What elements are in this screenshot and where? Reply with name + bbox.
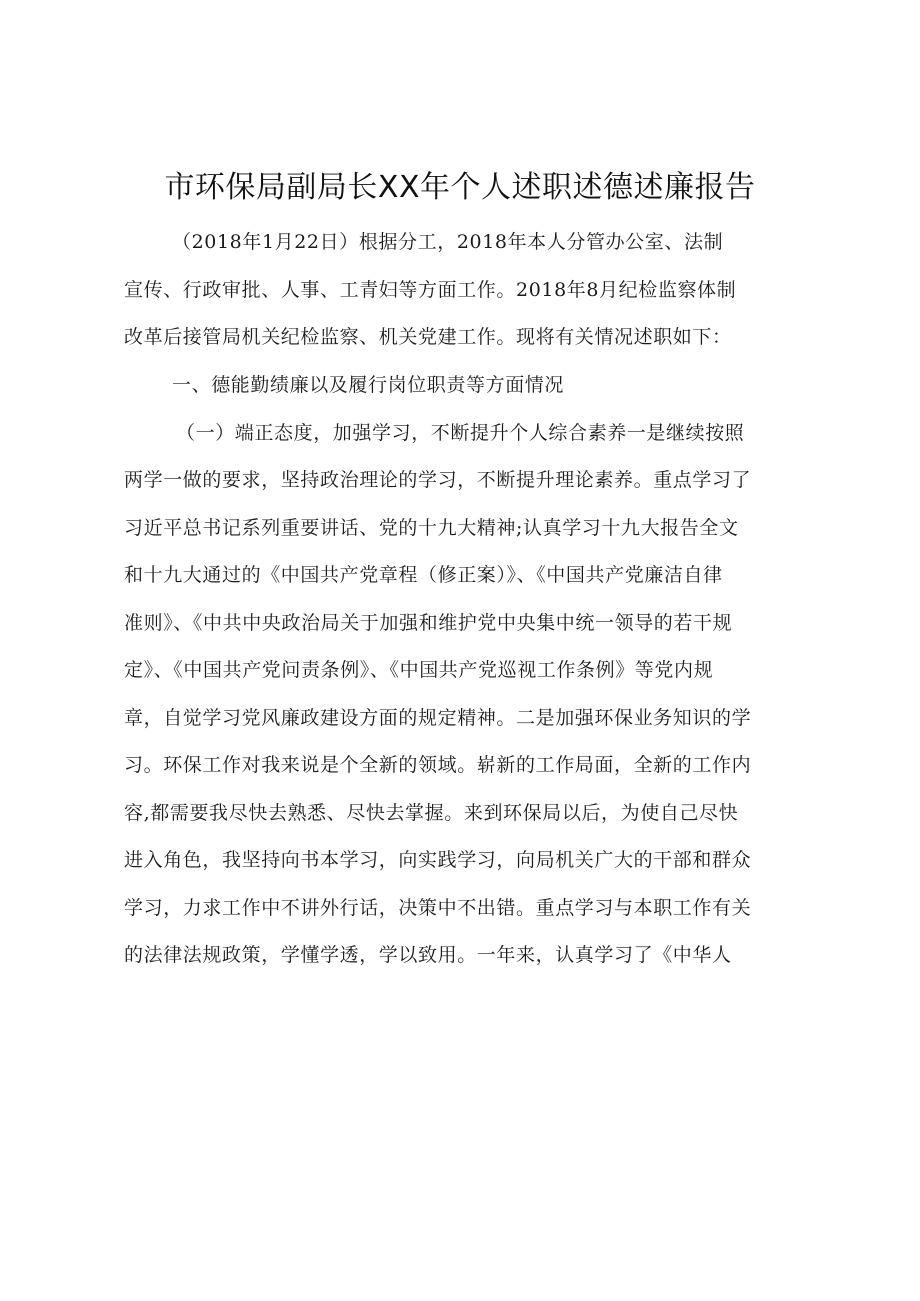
body-line: 的法律法规政策，学懂学透，学以致用。一年来，认真学习了《中华人 xyxy=(124,944,732,966)
document-title: 市环保局副局长XX年个人述职述德述廉报告 xyxy=(164,170,756,205)
body-line: 两学一做的要求，坚持政治理论的学习，不断提升理论素养。重点学习了 xyxy=(124,469,752,491)
body-line: 和十九大通过的《中国共产党章程（修正案）》、《中国共产党廉洁自律 xyxy=(124,564,723,586)
body-line: 宣传、行政审批、人事、工青妇等方面工作。2018年8月纪检监察体制 xyxy=(124,279,737,301)
body-line: （2018年1月22日）根据分工，2018年本人分管办公室、法制 xyxy=(172,231,724,253)
body-line: 习。环保工作对我来说是个全新的领域。崭新的工作局面，全新的工作内 xyxy=(124,754,752,776)
body-line: 改革后接管局机关纪检监察、机关党建工作。现将有关情况述职如下： xyxy=(124,326,732,348)
body-line: 习近平总书记系列重要讲话、党的十九大精神;认真学习十九大报告全文 xyxy=(124,517,739,539)
body-line: 定》、《中国共产党问责条例》、《中国共产党巡视工作条例》等党内规 xyxy=(124,659,714,681)
body-line: 准则》、《中共中央政治局关于加强和维护党中央集中统一领导的若干规 xyxy=(124,612,733,634)
body-line: （一）端正态度，加强学习，不断提升个人综合素养一是继续按照 xyxy=(176,422,745,444)
body-line: 学习，力求工作中不讲外行话，决策中不出错。重点学习与本职工作有关 xyxy=(124,897,752,919)
body-line: 章，自觉学习党风廉政建设方面的规定精神。二是加强环保业务知识的学 xyxy=(124,707,752,729)
body-line: 容,都需要我尽快去熟悉、尽快去掌握。来到环保局以后，为使自己尽快 xyxy=(124,802,739,824)
section-heading: 一、德能勤绩廉以及履行岗位职责等方面情况 xyxy=(172,374,565,396)
body-line: 进入角色，我坚持向书本学习，向实践学习，向局机关广大的干部和群众 xyxy=(124,849,752,871)
